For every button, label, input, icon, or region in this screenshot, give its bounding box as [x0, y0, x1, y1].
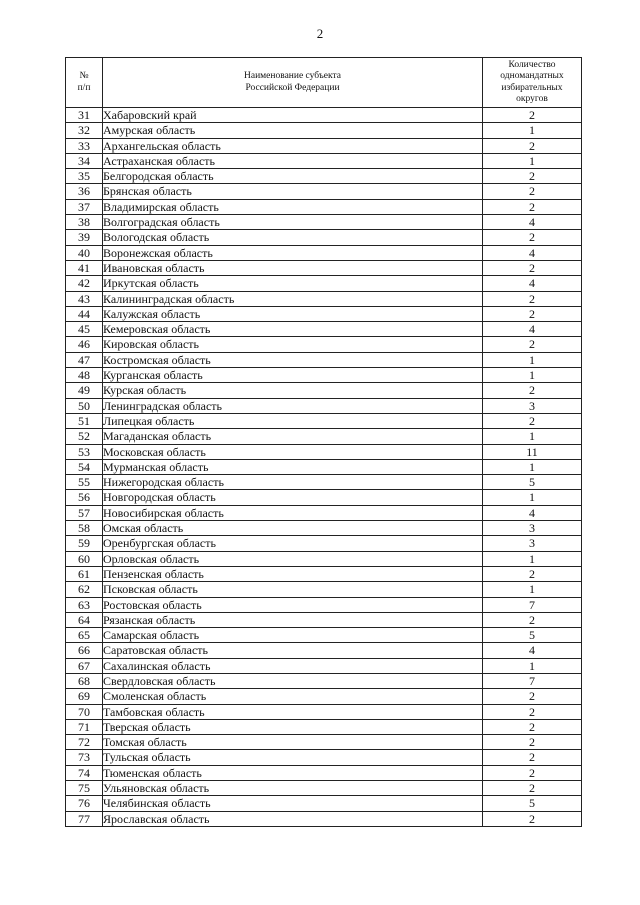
subject-name: Амурская область	[103, 123, 483, 138]
district-count: 7	[483, 673, 582, 688]
subject-name: Мурманская область	[103, 459, 483, 474]
district-count: 2	[483, 811, 582, 826]
subject-name: Нижегородская область	[103, 475, 483, 490]
table-row	[66, 735, 582, 750]
table-row	[66, 169, 582, 184]
row-number: 42	[66, 276, 103, 291]
table-row	[66, 551, 582, 566]
table-row	[66, 459, 582, 474]
subject-name: Ярославская область	[103, 811, 483, 826]
row-number: 49	[66, 383, 103, 398]
header-num: № п/п	[66, 58, 103, 108]
table-row	[66, 566, 582, 581]
district-count: 1	[483, 368, 582, 383]
subject-name: Воронежская область	[103, 245, 483, 260]
subject-name: Рязанская область	[103, 612, 483, 627]
row-number: 37	[66, 199, 103, 214]
district-count: 2	[483, 108, 582, 123]
row-number: 75	[66, 781, 103, 796]
district-count: 2	[483, 306, 582, 321]
table-row	[66, 276, 582, 291]
subject-name: Волгоградская область	[103, 215, 483, 230]
table-row	[66, 230, 582, 245]
subject-name: Пензенская область	[103, 566, 483, 581]
district-count: 2	[483, 566, 582, 581]
table-row	[66, 123, 582, 138]
table-row	[66, 245, 582, 260]
district-count: 2	[483, 765, 582, 780]
subjects-table	[65, 57, 582, 827]
table-row	[66, 398, 582, 413]
district-count: 2	[483, 260, 582, 275]
subject-name: Омская область	[103, 521, 483, 536]
subject-name: Смоленская область	[103, 689, 483, 704]
table-header-row	[66, 58, 582, 108]
table-row	[66, 521, 582, 536]
table-row	[66, 429, 582, 444]
table-row	[66, 291, 582, 306]
district-count: 3	[483, 398, 582, 413]
table-row	[66, 750, 582, 765]
subject-name: Новосибирская область	[103, 505, 483, 520]
subject-name: Курская область	[103, 383, 483, 398]
table-row	[66, 612, 582, 627]
subject-name: Кемеровская область	[103, 322, 483, 337]
row-number: 64	[66, 612, 103, 627]
district-count: 4	[483, 215, 582, 230]
subject-name: Кировская область	[103, 337, 483, 352]
table-row	[66, 658, 582, 673]
row-number: 36	[66, 184, 103, 199]
subject-name: Тульская область	[103, 750, 483, 765]
row-number: 72	[66, 735, 103, 750]
district-count: 2	[483, 199, 582, 214]
table-body	[66, 108, 582, 827]
row-number: 34	[66, 153, 103, 168]
district-count: 1	[483, 490, 582, 505]
subject-name: Астраханская область	[103, 153, 483, 168]
district-count: 5	[483, 475, 582, 490]
row-number: 62	[66, 582, 103, 597]
table-row	[66, 368, 582, 383]
table-row	[66, 719, 582, 734]
table-row	[66, 260, 582, 275]
table-row	[66, 796, 582, 811]
district-count: 4	[483, 245, 582, 260]
table-row	[66, 444, 582, 459]
subject-name: Псковская область	[103, 582, 483, 597]
row-number: 73	[66, 750, 103, 765]
header-name: Наименование субъекта Российской Федерации	[103, 58, 483, 108]
district-count: 2	[483, 291, 582, 306]
district-count: 1	[483, 459, 582, 474]
subject-name: Липецкая область	[103, 413, 483, 428]
row-number: 65	[66, 628, 103, 643]
subject-name: Белгородская область	[103, 169, 483, 184]
table-row	[66, 108, 582, 123]
subject-name: Брянская область	[103, 184, 483, 199]
row-number: 43	[66, 291, 103, 306]
row-number: 71	[66, 719, 103, 734]
row-number: 61	[66, 566, 103, 581]
subject-name: Оренбургская область	[103, 536, 483, 551]
row-number: 32	[66, 123, 103, 138]
subject-name: Челябинская область	[103, 796, 483, 811]
table-row	[66, 597, 582, 612]
subject-name: Тюменская область	[103, 765, 483, 780]
row-number: 38	[66, 215, 103, 230]
subject-name: Ульяновская область	[103, 781, 483, 796]
district-count: 1	[483, 153, 582, 168]
table-row	[66, 628, 582, 643]
row-number: 46	[66, 337, 103, 352]
district-count: 3	[483, 521, 582, 536]
district-count: 2	[483, 383, 582, 398]
subject-name: Тамбовская область	[103, 704, 483, 719]
row-number: 52	[66, 429, 103, 444]
subject-name: Ростовская область	[103, 597, 483, 612]
subject-name: Самарская область	[103, 628, 483, 643]
subject-name: Свердловская область	[103, 673, 483, 688]
row-number: 50	[66, 398, 103, 413]
subject-name: Сахалинская область	[103, 658, 483, 673]
subject-name: Калужская область	[103, 306, 483, 321]
table-row	[66, 138, 582, 153]
district-count: 2	[483, 230, 582, 245]
row-number: 57	[66, 505, 103, 520]
row-number: 74	[66, 765, 103, 780]
row-number: 55	[66, 475, 103, 490]
row-number: 77	[66, 811, 103, 826]
row-number: 40	[66, 245, 103, 260]
row-number: 63	[66, 597, 103, 612]
table-row	[66, 215, 582, 230]
table-row	[66, 765, 582, 780]
district-count: 2	[483, 704, 582, 719]
table-row	[66, 413, 582, 428]
row-number: 41	[66, 260, 103, 275]
subject-name: Саратовская область	[103, 643, 483, 658]
row-number: 68	[66, 673, 103, 688]
subject-name: Орловская область	[103, 551, 483, 566]
district-count: 2	[483, 138, 582, 153]
subject-name: Московская область	[103, 444, 483, 459]
subject-name: Хабаровский край	[103, 108, 483, 123]
subject-name: Томская область	[103, 735, 483, 750]
subject-name: Калининградская область	[103, 291, 483, 306]
subject-name: Курганская область	[103, 368, 483, 383]
table-row	[66, 704, 582, 719]
table-row	[66, 505, 582, 520]
district-count: 4	[483, 505, 582, 520]
table-row	[66, 781, 582, 796]
district-count: 7	[483, 597, 582, 612]
row-number: 35	[66, 169, 103, 184]
row-number: 56	[66, 490, 103, 505]
table-row	[66, 673, 582, 688]
district-count: 1	[483, 582, 582, 597]
subject-name: Костромская область	[103, 352, 483, 367]
district-count: 4	[483, 643, 582, 658]
subject-name: Новгородская область	[103, 490, 483, 505]
table-row	[66, 490, 582, 505]
district-count: 2	[483, 184, 582, 199]
district-count: 2	[483, 612, 582, 627]
row-number: 67	[66, 658, 103, 673]
district-count: 1	[483, 429, 582, 444]
row-number: 44	[66, 306, 103, 321]
table-row	[66, 536, 582, 551]
table-row	[66, 352, 582, 367]
district-count: 1	[483, 551, 582, 566]
district-count: 5	[483, 628, 582, 643]
district-count: 3	[483, 536, 582, 551]
row-number: 31	[66, 108, 103, 123]
subject-name: Ивановская область	[103, 260, 483, 275]
row-number: 47	[66, 352, 103, 367]
row-number: 70	[66, 704, 103, 719]
row-number: 53	[66, 444, 103, 459]
table-row	[66, 475, 582, 490]
page-number: 2	[316, 26, 324, 41]
subject-name: Ленинградская область	[103, 398, 483, 413]
subject-name: Магаданская область	[103, 429, 483, 444]
district-count: 1	[483, 352, 582, 367]
district-count: 11	[483, 444, 582, 459]
subject-name: Владимирская область	[103, 199, 483, 214]
row-number: 45	[66, 322, 103, 337]
table-row	[66, 153, 582, 168]
district-count: 2	[483, 169, 582, 184]
table-row	[66, 811, 582, 826]
district-count: 2	[483, 735, 582, 750]
table-row	[66, 337, 582, 352]
subject-name: Архангельская область	[103, 138, 483, 153]
row-number: 58	[66, 521, 103, 536]
row-number: 76	[66, 796, 103, 811]
row-number: 54	[66, 459, 103, 474]
row-number: 33	[66, 138, 103, 153]
row-number: 48	[66, 368, 103, 383]
district-count: 4	[483, 322, 582, 337]
table-row	[66, 184, 582, 199]
district-count: 1	[483, 658, 582, 673]
table-row	[66, 383, 582, 398]
table-row	[66, 199, 582, 214]
table-row	[66, 689, 582, 704]
row-number: 39	[66, 230, 103, 245]
district-count: 2	[483, 750, 582, 765]
row-number: 60	[66, 551, 103, 566]
table-row	[66, 643, 582, 658]
subject-name: Вологодская область	[103, 230, 483, 245]
table-row	[66, 322, 582, 337]
district-count: 2	[483, 413, 582, 428]
header-count: Количество одномандатных избирательных округов	[483, 58, 582, 108]
row-number: 51	[66, 413, 103, 428]
district-count: 1	[483, 123, 582, 138]
subject-name: Иркутская область	[103, 276, 483, 291]
row-number: 69	[66, 689, 103, 704]
subject-name: Тверская область	[103, 719, 483, 734]
district-count: 2	[483, 689, 582, 704]
row-number: 66	[66, 643, 103, 658]
table-row	[66, 582, 582, 597]
district-count: 2	[483, 719, 582, 734]
row-number: 59	[66, 536, 103, 551]
district-count: 2	[483, 781, 582, 796]
district-count: 2	[483, 337, 582, 352]
district-count: 5	[483, 796, 582, 811]
table-row	[66, 306, 582, 321]
district-count: 4	[483, 276, 582, 291]
